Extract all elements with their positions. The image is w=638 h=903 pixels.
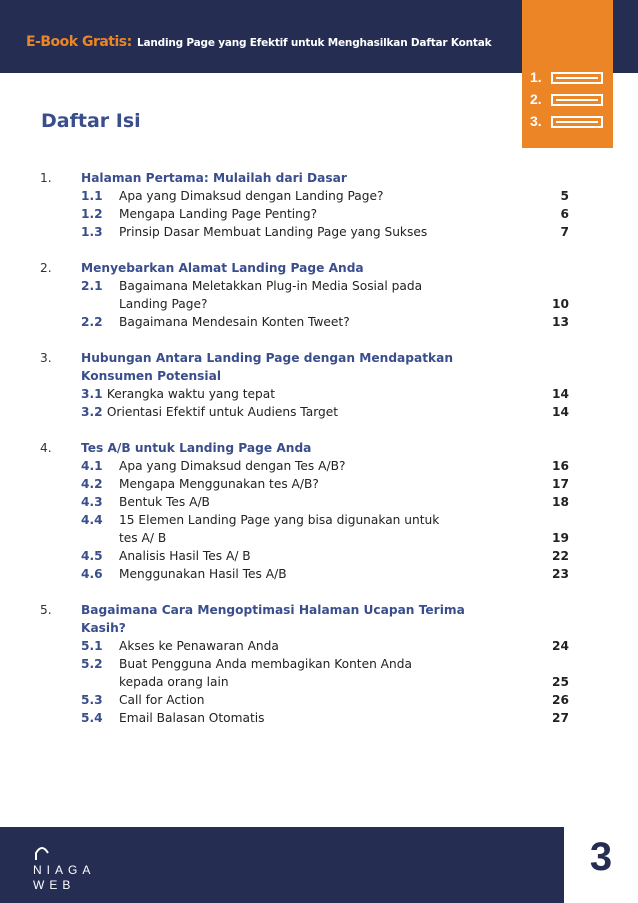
logo-text-line1: NIAGA — [33, 863, 96, 877]
entry-page: 7 — [560, 225, 569, 239]
entry-number: 4.6 — [81, 567, 103, 581]
toc-entry[interactable] — [81, 404, 338, 421]
entry-title: Mengapa Menggunakan tes A/B? — [119, 477, 319, 491]
page-number-box — [564, 827, 638, 903]
entry-page: 18 — [552, 495, 569, 509]
toc-entry[interactable] — [81, 638, 279, 655]
ebook-title: Landing Page yang Efektif untuk Menghasilkan Daftar Kontak — [137, 37, 492, 49]
entry-title: Orientasi Efektif untuk Audiens Target — [106, 405, 339, 419]
entry-page: 16 — [552, 459, 569, 473]
section-number: 3. — [40, 351, 52, 365]
toc-entry[interactable] — [81, 494, 210, 511]
entry-number: 4.2 — [81, 477, 103, 491]
entry-page: 19 — [552, 531, 569, 545]
entry-title-continued: tes A/ B — [119, 531, 167, 545]
entry-page: 14 — [552, 387, 569, 401]
entry-number: 2.2 — [81, 315, 103, 329]
entry-title: Menggunakan Hasil Tes A/B — [119, 567, 287, 581]
entry-title: Buat Pengguna Anda membagikan Konten Anda — [119, 657, 412, 671]
entry-number: 1.3 — [81, 225, 103, 239]
logo-text-line2: WEB — [33, 878, 76, 892]
toc-entry[interactable] — [81, 386, 275, 403]
badge-bar-icon — [551, 72, 603, 84]
entry-number: 3.2 — [81, 405, 107, 419]
toc-entry[interactable] — [81, 512, 440, 545]
section-number: 5. — [40, 603, 52, 617]
entry-title: Bagaimana Mendesain Konten Tweet? — [119, 315, 350, 329]
toc-entry[interactable] — [81, 692, 205, 709]
entry-page: 6 — [560, 207, 569, 221]
toc-entry[interactable] — [81, 548, 251, 565]
entry-number: 5.4 — [81, 711, 103, 725]
toc-entry[interactable] — [81, 224, 428, 241]
badge-number-1: 1. — [530, 69, 542, 85]
entry-page: 22 — [552, 549, 569, 563]
toc-heading: Daftar Isi — [41, 110, 141, 132]
entry-number: 5.3 — [81, 693, 103, 707]
section-number: 4. — [40, 441, 52, 455]
toc-entry[interactable] — [81, 656, 412, 689]
toc-entry[interactable] — [81, 188, 384, 205]
toc-entry[interactable] — [81, 206, 318, 223]
entry-title-continued: kepada orang lain — [119, 675, 229, 689]
badge-number-3: 3. — [530, 113, 542, 129]
page-footer — [0, 827, 638, 903]
toc-entry[interactable] — [81, 566, 287, 583]
entry-number: 5.2 — [81, 657, 103, 671]
entry-number: 4.4 — [81, 513, 103, 527]
entry-title: Email Balasan Otomatis — [119, 711, 265, 725]
toc-entry[interactable] — [81, 458, 346, 475]
section-title: Halaman Pertama: Mulailah dari Dasar — [81, 171, 347, 185]
toc-entry[interactable] — [81, 278, 423, 311]
entry-page: 10 — [552, 297, 569, 311]
toc-entry[interactable] — [81, 476, 319, 493]
niagaweb-logo — [33, 845, 95, 893]
entry-number: 1.1 — [81, 189, 103, 203]
entry-number: 5.1 — [81, 639, 103, 653]
entry-title: Kerangka waktu yang tepat — [106, 387, 275, 401]
entry-page: 24 — [552, 639, 569, 653]
badge-bar-icon — [551, 116, 603, 128]
entry-page: 23 — [552, 567, 569, 581]
entry-title: Prinsip Dasar Membuat Landing Page yang Sukses — [119, 225, 428, 239]
section-title: Menyebarkan Alamat Landing Page Anda — [81, 261, 364, 275]
entry-page: 25 — [552, 675, 569, 689]
entry-number: 4.3 — [81, 495, 103, 509]
entry-title: Bentuk Tes A/B — [119, 495, 210, 509]
entry-title: Call for Action — [119, 693, 205, 707]
entry-title-continued: Landing Page? — [119, 297, 208, 311]
entry-number: 2.1 — [81, 279, 103, 293]
badge-number-2: 2. — [530, 91, 542, 107]
entry-number: 3.1 — [81, 387, 107, 401]
section-number: 1. — [40, 171, 52, 185]
entry-title: Apa yang Dimaksud dengan Landing Page? — [119, 189, 384, 203]
ebook-brand-label: E-Book Gratis: — [26, 34, 132, 50]
page-number: 3 — [589, 835, 613, 879]
toc-entry[interactable] — [81, 710, 265, 727]
entry-page: 17 — [552, 477, 569, 491]
entry-title: Analisis Hasil Tes A/ B — [119, 549, 251, 563]
section-title-continued: Konsumen Potensial — [81, 369, 222, 383]
entry-page: 14 — [552, 405, 569, 419]
section-title: Tes A/B untuk Landing Page Anda — [81, 441, 312, 455]
logo-arch-icon — [33, 845, 51, 861]
section-title-continued: Kasih? — [81, 621, 126, 635]
list-badge — [522, 0, 613, 148]
entry-page: 27 — [552, 711, 569, 725]
entry-title: Mengapa Landing Page Penting? — [119, 207, 318, 221]
section-title: Bagaimana Cara Mengoptimasi Halaman Ucapan Terima — [81, 603, 465, 617]
toc-entry[interactable] — [81, 314, 350, 331]
section-number: 2. — [40, 261, 52, 275]
entry-number: 1.2 — [81, 207, 103, 221]
entry-page: 5 — [560, 189, 569, 203]
section-title: Hubungan Antara Landing Page dengan Mendapatkan — [81, 351, 454, 365]
entry-page: 26 — [552, 693, 569, 707]
entry-title: Bagaimana Meletakkan Plug-in Media Sosial pada — [119, 279, 423, 293]
entry-title: Akses ke Penawaran Anda — [119, 639, 279, 653]
entry-number: 4.1 — [81, 459, 103, 473]
entry-page: 13 — [552, 315, 569, 329]
entry-title: 15 Elemen Landing Page yang bisa digunakan untuk — [119, 513, 440, 527]
entry-number: 4.5 — [81, 549, 103, 563]
entry-title: Apa yang Dimaksud dengan Tes A/B? — [119, 459, 346, 473]
badge-bar-icon — [551, 94, 603, 106]
